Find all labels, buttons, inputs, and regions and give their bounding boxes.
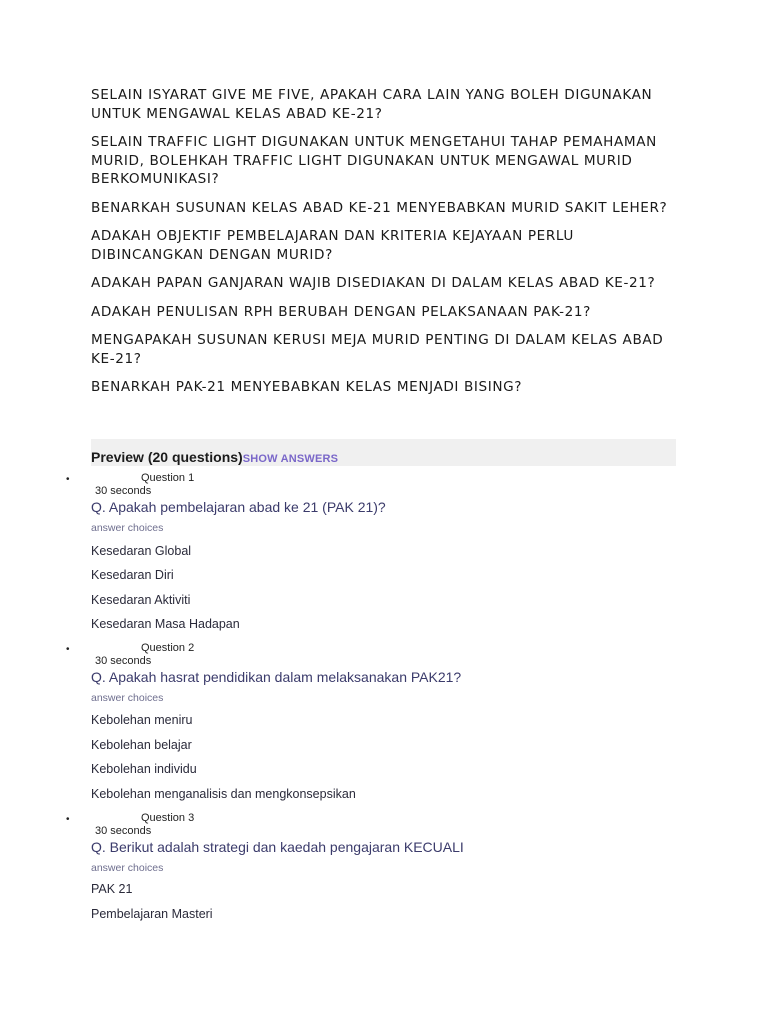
answer-choice: Kesedaran Masa Hadapan	[91, 617, 240, 631]
answer-choice: PAK 21	[91, 882, 133, 896]
question-time: 30 seconds	[95, 485, 152, 497]
preview-title: Preview (20 questions)	[91, 449, 243, 465]
list-bullet: •	[66, 644, 70, 655]
answer-choices-label: answer choices	[91, 522, 164, 534]
answer-choice: Kesedaran Global	[91, 544, 192, 558]
list-bullet: •	[66, 474, 70, 485]
answer-choice: Kebolehan individu	[91, 762, 197, 776]
answer-choice: Kebolehan meniru	[91, 713, 193, 727]
question-time: 30 seconds	[95, 655, 152, 667]
discussion-questions-list	[91, 86, 691, 407]
answer-choice: Kebolehan belajar	[91, 738, 192, 752]
question-text: Q. Apakah pembelajaran abad ke 21 (PAK 21)?	[91, 499, 386, 515]
discussion-question: BENARKAH PAK-21 MENYEBABKAN KELAS MENJADI BISING?	[91, 379, 523, 395]
show-answers-link[interactable]: SHOW ANSWERS	[242, 453, 339, 465]
discussion-question: SELAIN ISYARAT GIVE ME FIVE, APAKAH CARA LAIN YANG BOLEH DIGUNAKAN UNTUK MENGAWAL KELAS ABAD KE-21?	[91, 87, 653, 122]
list-bullet: •	[66, 814, 70, 825]
discussion-question: SELAIN TRAFFIC LIGHT DIGUNAKAN UNTUK MENGETAHUI TAHAP PEMAHAMAN MURID, BOLEHKAH TRAFFIC LIGHT DIGUNAKAN UNTUK MENGAWAL MURID BERKOMUNIKASI?	[91, 134, 657, 187]
discussion-question: ADAKAH PENULISAN RPH BERUBAH DENGAN PELAKSANAAN PAK-21?	[91, 303, 591, 320]
discussion-question: MENGAPAKAH SUSUNAN KERUSI MEJA MURID PENTING DI DALAM KELAS ABAD KE-21?	[91, 332, 664, 367]
question-text: Q. Berikut adalah strategi dan kaedah pengajaran KECUALI	[91, 839, 464, 855]
question-number: Question 2	[141, 642, 195, 654]
answer-choice: Kesedaran Aktiviti	[91, 593, 191, 607]
discussion-question: BENARKAH SUSUNAN KELAS ABAD KE-21 MENYEBABKAN MURID SAKIT LEHER?	[91, 199, 668, 216]
discussion-question: ADAKAH PAPAN GANJARAN WAJIB DISEDIAKAN DI DALAM KELAS ABAD KE-21?	[91, 275, 656, 291]
question-text: Q. Apakah hasrat pendidikan dalam melaksanakan PAK21?	[91, 669, 462, 685]
question-number: Question 3	[141, 812, 195, 824]
answer-choice: Kesedaran Diri	[91, 568, 174, 582]
question-time: 30 seconds	[95, 825, 152, 837]
answer-choices-label: answer choices	[91, 692, 164, 704]
preview-header	[91, 439, 676, 466]
question-number: Question 1	[141, 472, 195, 484]
answer-choices-label: answer choices	[91, 862, 164, 874]
answer-choice: Pembelajaran Masteri	[91, 907, 213, 921]
discussion-question: ADAKAH OBJEKTIF PEMBELAJARAN DAN KRITERIA KEJAYAAN PERLU DIBINCANGKAN DENGAN MURID?	[91, 228, 574, 263]
preview-title-row	[91, 449, 338, 465]
answer-choice: Kebolehan menganalisis dan mengkonsepsikan	[91, 787, 356, 801]
